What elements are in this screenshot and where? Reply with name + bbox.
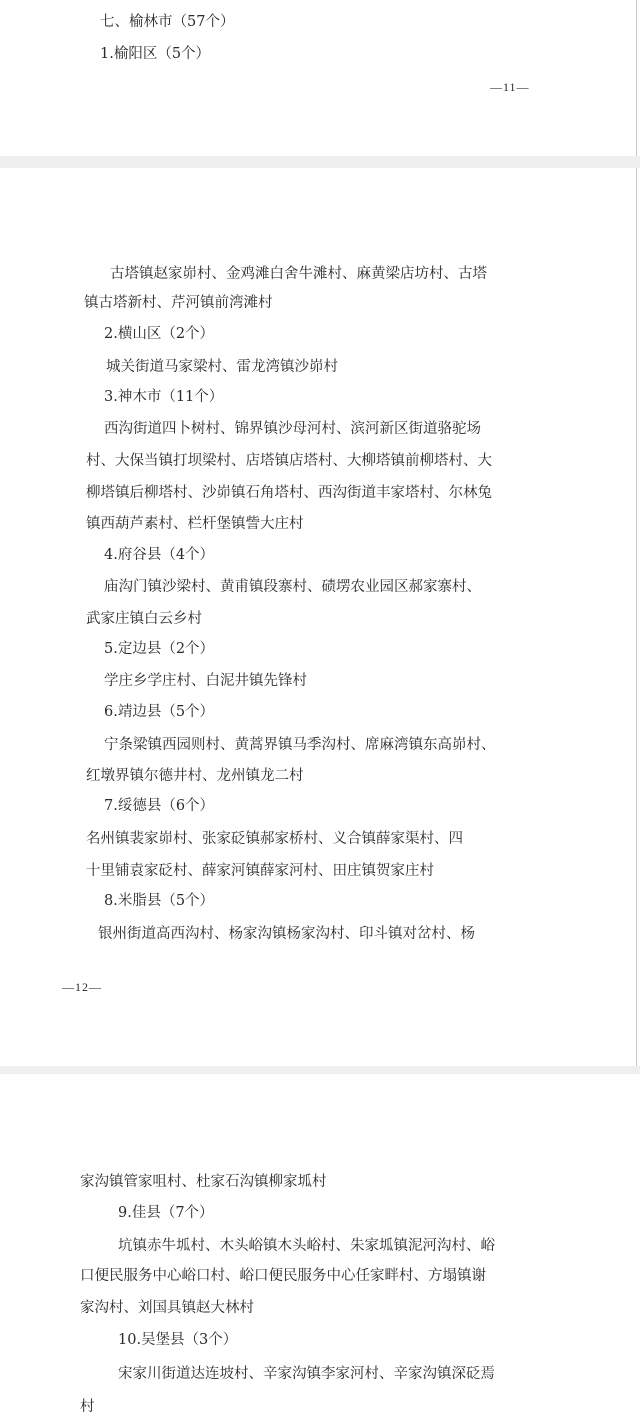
body-line: 名州镇裴家峁村、张家砭镇郝家桥村、义合镇薛家渠村、四 (86, 831, 463, 847)
body-line: 村、大保当镇打坝梁村、店塔镇店塔村、大柳塔镇前柳塔村、大 (86, 453, 492, 469)
subsection-heading: 4.府谷县（4个） (104, 547, 215, 563)
body-line: 城关街道马家梁村、雷龙湾镇沙峁村 (106, 359, 338, 375)
body-line: 宁条梁镇西园则村、黄蒿界镇马季沟村、席麻湾镇东高峁村、 (104, 737, 496, 753)
page-number: —12— (62, 980, 102, 994)
section-title: 七、榆林市（57个） (100, 14, 235, 30)
body-line: 口便民服务中心峪口村、峪口便民服务中心任家畔村、方塌镇谢 (80, 1268, 486, 1284)
page-gap (0, 1066, 640, 1074)
body-line: 庙沟门镇沙梁村、黄甫镇段寨村、碛塄农业园区郝家寨村、 (104, 579, 481, 595)
subsection-heading: 5.定边县（2个） (104, 641, 215, 657)
body-line: 西沟街道四卜树村、锦界镇沙母河村、滨河新区街道骆驼场 (104, 421, 481, 437)
page-sheet-1 (0, 0, 640, 156)
subsection-heading: 10.吴堡县（3个） (118, 1332, 238, 1348)
page-edge-2 (636, 168, 637, 1068)
body-line: 十里铺袁家砭村、薛家河镇薛家河村、田庄镇贺家庄村 (86, 863, 434, 879)
body-line: 镇西葫芦素村、栏杆堡镇訾大庄村 (86, 516, 304, 532)
subsection-heading: 2.横山区（2个） (104, 326, 215, 342)
subsection-heading: 1.榆阳区（5个） (100, 46, 211, 62)
page-edge-1 (636, 0, 637, 156)
body-line: 银州街道高西沟村、杨家沟镇杨家沟村、印斗镇对岔村、杨 (98, 926, 475, 942)
body-line: 学庄乡学庄村、白泥井镇先锋村 (104, 673, 307, 689)
body-line: 村 (80, 1399, 95, 1415)
subsection-heading: 3.神木市（11个） (104, 389, 224, 405)
subsection-heading: 8.米脂县（5个） (104, 893, 215, 909)
body-line: 家沟村、刘国具镇赵大林村 (80, 1300, 254, 1316)
body-line: 镇古塔新村、芹河镇前湾滩村 (84, 295, 273, 311)
body-line: 古塔镇赵家峁村、金鸡滩白舍牛滩村、麻黄梁店坊村、古塔 (110, 266, 487, 282)
body-line: 宋家川街道达连坡村、辛家沟镇李家河村、辛家沟镇深砭焉 (118, 1366, 495, 1382)
subsection-heading: 9.佳县（7个） (118, 1205, 214, 1221)
page-gap (0, 156, 640, 168)
body-line: 武家庄镇白云乡村 (86, 611, 202, 627)
subsection-heading: 7.绥德县（6个） (104, 798, 215, 814)
page-number: —11— (490, 80, 530, 94)
body-line: 红墩界镇尔德井村、龙州镇龙二村 (86, 768, 304, 784)
subsection-heading: 6.靖边县（5个） (104, 704, 215, 720)
body-line: 坑镇赤牛坬村、木头峪镇木头峪村、朱家坬镇泥河沟村、峪 (118, 1238, 495, 1254)
body-line: 柳塔镇后柳塔村、沙峁镇石角塔村、西沟街道丰家塔村、尔林兔 (86, 485, 492, 501)
body-line: 家沟镇管家咀村、杜家石沟镇柳家坬村 (80, 1174, 327, 1190)
